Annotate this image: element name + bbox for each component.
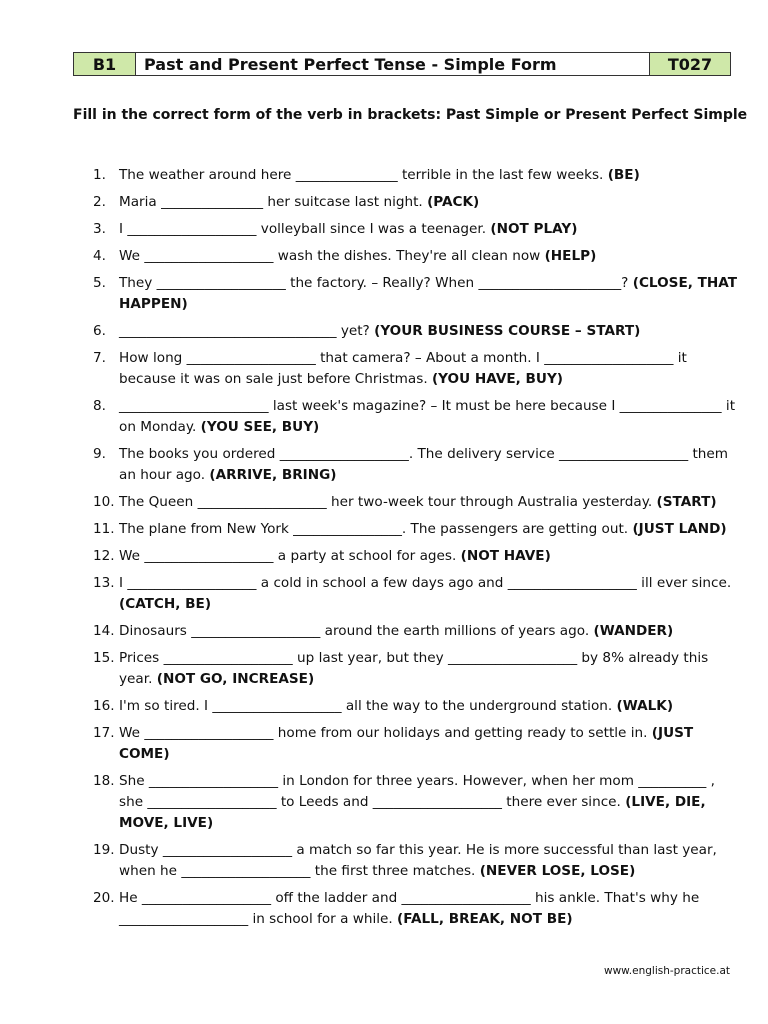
exercise-text: [119, 246, 743, 267]
exercise-item: [93, 723, 743, 765]
exercise-number: 19.: [93, 842, 115, 858]
exercise-number: 9.: [93, 446, 106, 462]
exercise-text: [119, 444, 743, 486]
exercise-sentence: I'm so tired. I ___________________ all the way to the underground station.: [119, 698, 613, 714]
exercise-sentence: The Queen ___________________ her two-week tour through Australia yesterday.: [119, 494, 653, 510]
verb-hint: (HELP): [544, 248, 597, 264]
exercise-number: 18.: [93, 773, 115, 789]
exercise-text: [119, 696, 743, 717]
exercise-text: [119, 273, 743, 315]
exercise-sentence: We ___________________ a party at school for ages.: [119, 548, 457, 564]
exercise-text: [119, 348, 743, 390]
verb-hint: (NOT GO, INCREASE): [156, 671, 315, 687]
website-link[interactable]: www.english-practice.at: [603, 965, 730, 977]
exercise-item: [93, 648, 743, 690]
exercise-text: [119, 519, 743, 540]
exercise-item: [93, 546, 743, 567]
verb-hint: (YOU HAVE, BUY): [431, 371, 564, 387]
verb-hint: (ARRIVE, BRING): [209, 467, 337, 483]
exercise-text: [119, 888, 743, 930]
exercise-item: [93, 348, 743, 390]
exercise-number: 8.: [93, 398, 106, 414]
level-badge: B1: [74, 53, 136, 75]
verb-hint: (BE): [607, 167, 640, 183]
verb-hint: (LIVE, DIE, MOVE, LIVE): [119, 794, 706, 831]
exercise-sentence: I ___________________ a cold in school a few days ago and ___________________ ill ever since.: [119, 575, 732, 591]
exercise-number: 13.: [93, 575, 115, 591]
exercise-sentence: We ___________________ home from our holidays and getting ready to settle in.: [119, 725, 648, 741]
header-table: [73, 52, 731, 76]
verb-hint: (NOT HAVE): [460, 548, 551, 564]
verb-hint: (PACK): [427, 194, 480, 210]
exercise-text: [119, 546, 743, 567]
exercise-sentence: How long ___________________ that camera? – About a month. I ___________________ it because it was on sale just before Christmas.: [119, 350, 687, 387]
exercise-item: [93, 246, 743, 267]
exercise-number: 2.: [93, 194, 106, 210]
exercise-text: [119, 621, 743, 642]
exercise-item: [93, 396, 743, 438]
exercise-text: [119, 771, 743, 834]
verb-hint: (FALL, BREAK, NOT BE): [397, 911, 573, 927]
exercise-item: [93, 273, 743, 315]
exercise-sentence: I ___________________ volleyball since I was a teenager.: [119, 221, 487, 237]
verb-hint: (YOU SEE, BUY): [200, 419, 320, 435]
verb-hint: (WANDER): [593, 623, 674, 639]
exercise-item: [93, 492, 743, 513]
exercise-number: 12.: [93, 548, 115, 564]
exercise-number: 3.: [93, 221, 106, 237]
exercise-item: [93, 165, 743, 186]
exercise-text: [119, 165, 743, 186]
exercise-sentence: They ___________________ the factory. – Really? When _____________________?: [119, 275, 629, 291]
exercise-number: 6.: [93, 323, 106, 339]
verb-hint: (JUST COME): [119, 725, 694, 762]
verb-hint: (CATCH, BE): [119, 596, 212, 612]
exercise-item: [93, 888, 743, 930]
exercise-number: 5.: [93, 275, 106, 291]
verb-hint: (WALK): [616, 698, 674, 714]
verb-hint: (JUST LAND): [632, 521, 727, 537]
exercise-sentence: Dusty ___________________ a match so far this year. He is more successful than last year, when he ___________________ the first three matches.: [119, 842, 717, 879]
exercise-item: [93, 321, 743, 342]
exercise-sentence: Prices ___________________ up last year, but they ___________________ by 8% already this year.: [119, 650, 709, 687]
exercise-sentence: ________________________________ yet?: [119, 323, 370, 339]
exercise-text: [119, 396, 743, 438]
worksheet-code: T027: [667, 54, 713, 74]
exercise-text: [119, 492, 743, 513]
exercise-text: [119, 321, 743, 342]
verb-hint: (START): [656, 494, 717, 510]
exercise-text: [119, 219, 743, 240]
exercise-item: [93, 573, 743, 615]
exercise-text: [119, 723, 743, 765]
exercise-sentence: The books you ordered ___________________. The delivery service ___________________ them an hour ago.: [119, 446, 729, 483]
verb-hint: (NOT PLAY): [490, 221, 578, 237]
exercise-number: 16.: [93, 698, 115, 714]
verb-hint: (NEVER LOSE, LOSE): [479, 863, 636, 879]
exercise-sentence: She ___________________ in London for three years. However, when her mom __________ , she ___________________ to Leeds and ___________________ there ever since.: [119, 773, 715, 810]
exercise-item: [93, 192, 743, 213]
exercise-text: [119, 648, 743, 690]
exercise-number: 10.: [93, 494, 115, 510]
exercise-item: [93, 621, 743, 642]
exercise-sentence: Dinosaurs ___________________ around the earth millions of years ago.: [119, 623, 590, 639]
exercise-item: [93, 444, 743, 486]
exercise-number: 1.: [93, 167, 106, 183]
exercise-text: [119, 840, 743, 882]
exercise-sentence: He ___________________ off the ladder and ___________________ his ankle. That's why he ___________________ in school for a while.: [119, 890, 700, 927]
exercise-number: 14.: [93, 623, 115, 639]
exercise-number: 17.: [93, 725, 115, 741]
verb-hint: (YOUR BUSINESS COURSE – START): [374, 323, 641, 339]
exercise-sentence: We ___________________ wash the dishes. They're all clean now: [119, 248, 541, 264]
exercise-item: [93, 840, 743, 882]
exercise-number: 15.: [93, 650, 115, 666]
exercise-number: 20.: [93, 890, 115, 906]
exercise-item: [93, 219, 743, 240]
exercise-item: [93, 771, 743, 834]
exercise-list: [93, 165, 743, 936]
worksheet-title: Past and Present Perfect Tense - Simple Form: [136, 53, 650, 75]
exercise-sentence: ______________________ last week's magazine? – It must be here because I _______________ it on Monday.: [119, 398, 736, 435]
instructions: Fill in the correct form of the verb in brackets: Past Simple or Present Perfect Simple: [73, 107, 748, 123]
exercise-sentence: Maria _______________ her suitcase last night.: [119, 194, 423, 210]
exercise-item: [93, 519, 743, 540]
exercise-sentence: The weather around here _______________ terrible in the last few weeks.: [119, 167, 604, 183]
exercise-number: 4.: [93, 248, 106, 264]
exercise-text: [119, 192, 743, 213]
verb-hint: (CLOSE, THAT HAPPEN): [119, 275, 738, 312]
exercise-number: 7.: [93, 350, 106, 366]
exercise-item: [93, 696, 743, 717]
exercise-sentence: The plane from New York ________________. The passengers are getting out.: [119, 521, 629, 537]
exercise-number: 11.: [93, 521, 115, 537]
exercise-text: [119, 573, 743, 615]
